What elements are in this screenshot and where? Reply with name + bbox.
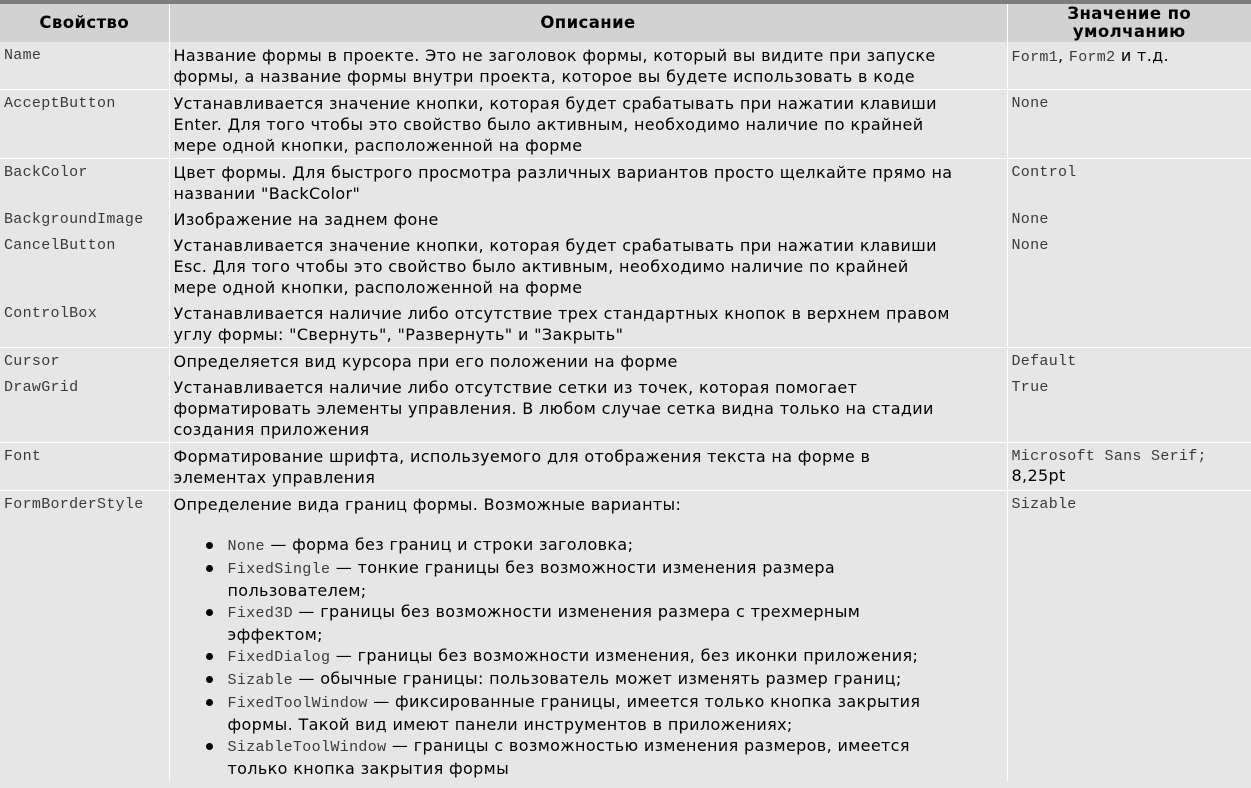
property-description <box>169 232 1007 300</box>
property-default: True <box>1011 379 1049 396</box>
description-line: создания приложения <box>173 420 370 439</box>
variant-text: пользователем; <box>227 581 367 600</box>
property-name: Name <box>4 47 42 64</box>
description-line: форматировать элементы управления. В любом случае сетка видна только на стадии <box>173 399 934 418</box>
bullet-icon <box>206 609 213 616</box>
variant-code: Fixed3D <box>227 605 293 622</box>
property-name: CancelButton <box>4 237 116 254</box>
header-default <box>1007 4 1251 42</box>
description-line: элементах управления <box>173 468 376 487</box>
bullet-icon <box>206 743 213 750</box>
description-line: Изображение на заднем фоне <box>173 210 439 229</box>
list-item <box>174 601 1003 645</box>
default-tail: 8,25pt <box>1011 466 1066 485</box>
header-default-line1: Значение по <box>1067 4 1192 23</box>
description-line: Устанавливается наличие либо отсутствие сетки из точек, которая помогает <box>173 378 858 397</box>
property-default <box>1007 443 1251 491</box>
description-line: Определяется вид курсора при его положении на форме <box>173 352 678 371</box>
property-default: None <box>1007 90 1251 159</box>
property-default <box>1007 300 1251 348</box>
default-separator: , <box>1058 46 1069 65</box>
variant-text: — форма без границ и строки заголовка; <box>264 535 634 554</box>
table-row <box>0 300 1251 348</box>
table-row <box>0 159 1251 207</box>
bullet-icon <box>206 699 213 706</box>
variant-text: — фиксированные границы, имеется только кнопка закрытия <box>367 692 921 711</box>
table-row <box>0 374 1251 443</box>
header-property: Свойство <box>0 4 169 42</box>
list-item <box>174 645 1003 668</box>
variant-text: формы. Такой вид имеют панели инструментов в приложениях; <box>227 715 793 734</box>
description-line: мере одной кнопки, расположенной на форме <box>173 278 583 297</box>
variant-text: — обычные границы: пользователь может изменять размер границ; <box>292 669 902 688</box>
header-default-line2: умолчанию <box>1072 22 1186 41</box>
property-name: AcceptButton <box>0 90 169 159</box>
property-description <box>169 159 1007 207</box>
default-value: Microsoft Sans Serif; <box>1011 448 1207 465</box>
bullet-icon <box>206 542 213 549</box>
property-description <box>169 443 1007 491</box>
description-line: Esc. Для того чтобы это свойство было активным, необходимо наличие по крайней <box>173 257 909 276</box>
variant-code: FixedToolWindow <box>227 695 368 712</box>
description-line: углу формы: "Свернуть", "Развернуть" и "Закрыть" <box>173 325 624 344</box>
description-line: Цвет формы. Для быстрого просмотра различных вариантов просто щелкайте прямо на <box>173 163 953 182</box>
description-line: Форматирование шрифта, используемого для отображения текста на форме в <box>173 447 871 466</box>
property-description <box>169 300 1007 348</box>
list-item <box>174 534 1003 557</box>
variant-code: FixedSingle <box>227 561 331 578</box>
table-row <box>0 90 1251 159</box>
list-item <box>174 557 1003 601</box>
description-line: Определение вида границ формы. Возможные варианты: <box>173 495 682 514</box>
property-default <box>1007 42 1251 90</box>
table-row <box>0 491 1251 782</box>
property-name: Cursor <box>0 348 169 375</box>
variant-code: FixedDialog <box>227 649 331 666</box>
property-description <box>169 206 1007 232</box>
variant-text: эффектом; <box>227 625 323 644</box>
variant-text: — границы с возможностью изменения размеров, имеется <box>386 736 910 755</box>
description-line: Название формы в проекте. Это не заголовок формы, который вы видите при запуске <box>173 46 936 65</box>
property-name: FormBorderStyle <box>0 491 169 782</box>
property-default: None <box>1011 237 1049 254</box>
description-line: Устанавливается значение кнопки, которая будет срабатывать при нажатии клавиши <box>173 236 937 255</box>
property-name: ControlBox <box>4 305 98 322</box>
bullet-icon <box>206 653 213 660</box>
properties-table <box>0 4 1251 781</box>
property-description <box>169 374 1007 443</box>
list-item <box>174 668 1003 691</box>
header-description: Описание <box>169 4 1007 42</box>
bullet-icon <box>206 676 213 683</box>
variant-text: только кнопка закрытия формы <box>227 759 510 778</box>
property-name: DrawGrid <box>4 379 79 396</box>
property-description <box>169 348 1007 375</box>
property-description <box>169 90 1007 159</box>
description-line: Устанавливается наличие либо отсутствие трех стандартных кнопок в верхнем правом <box>173 304 950 323</box>
description-line: формы, а название формы внутри проекта, которое вы будете использовать в коде <box>173 67 916 86</box>
default-value: Form1 <box>1011 49 1059 66</box>
header-row <box>0 4 1251 42</box>
variant-code: None <box>227 538 265 555</box>
property-default: Control <box>1007 159 1251 207</box>
variant-code: SizableToolWindow <box>227 739 387 756</box>
bullet-icon <box>206 565 213 572</box>
table-row <box>0 232 1251 300</box>
table-row <box>0 443 1251 491</box>
property-description <box>169 491 1007 782</box>
default-value: Form2 <box>1068 49 1116 66</box>
list-item <box>174 691 1003 735</box>
variant-text: — границы без возможности изменения размера с трехмерным <box>292 602 861 621</box>
property-name: Font <box>0 443 169 491</box>
variant-text: — границы без возможности изменения, без иконки приложения; <box>330 646 919 665</box>
property-default: Default <box>1007 348 1251 375</box>
variants-list <box>174 534 1003 779</box>
property-name: BackColor <box>0 159 169 207</box>
description-line: Устанавливается значение кнопки, которая будет срабатывать при нажатии клавиши <box>173 94 937 113</box>
variant-text: — тонкие границы без возможности изменения размера <box>330 558 835 577</box>
default-tail: и т.д. <box>1115 46 1169 65</box>
list-item <box>174 735 1003 779</box>
property-description <box>169 42 1007 90</box>
table-row <box>0 42 1251 90</box>
description-line: Enter. Для того чтобы это свойство было активным, необходимо наличие по крайней <box>173 115 924 134</box>
description-line: названии "BackColor" <box>173 184 361 203</box>
property-default: None <box>1011 211 1049 228</box>
variant-code: Sizable <box>227 672 293 689</box>
property-default: Sizable <box>1007 491 1251 782</box>
table-row <box>0 348 1251 375</box>
table-row <box>0 206 1251 232</box>
description-line: мере одной кнопки, расположенной на форме <box>173 136 583 155</box>
property-name: BackgroundImage <box>4 211 144 228</box>
